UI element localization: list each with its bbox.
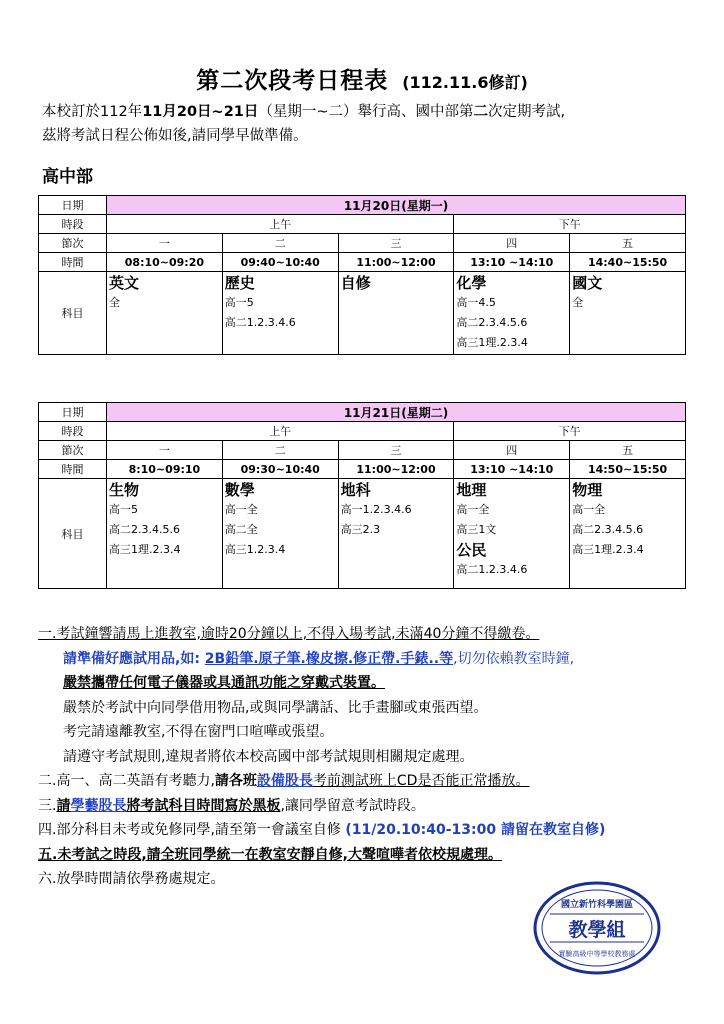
subject-classes: 全 [109,296,120,309]
slot-cell: 一 [107,234,223,253]
subject-cell [570,272,686,355]
subject-name: 數學 [224,481,255,499]
subject-name: 地理 [456,481,487,499]
note-text: 三. [38,797,57,814]
subject-name: 公民 [456,541,487,559]
seal-center-text: 教學組 [568,919,626,941]
note-text: 請準備好應試用品,如: [63,650,205,667]
slot-row [39,441,686,460]
note-text: 請 [56,797,71,814]
subject-row [39,272,686,355]
subject-cell [222,272,338,355]
note-text: 將考試科目時間寫於黑板 [126,797,281,814]
note-4 [38,818,605,843]
time-cell: 14:40~15:50 [570,253,686,272]
note-3 [38,794,605,819]
notes [38,622,605,892]
slot-row [39,234,686,253]
subject-classes: 高三1.2.3.4 [224,543,286,556]
subject-label: 科目 [39,479,107,589]
subject-classes: 高二1.2.3.4.6 [456,563,528,576]
intro-line-2: 茲將考試日程公佈如後,請同學早做準備。 [42,128,308,144]
time-cell: 09:40~10:40 [222,253,338,272]
subject-cell [338,272,454,355]
time-cell: 11:00~12:00 [338,460,454,479]
note-text: 學藝股長 [70,797,127,814]
subject-label: 科目 [39,272,107,355]
time-cell: 8:10~09:10 [107,460,223,479]
note-1f: 請遵守考試規則,違規者將依本校高國中部考試規則相關規定處理。 [63,748,474,765]
note-text: 二.高一、高二英語有考聽力, [38,773,215,789]
period-row [39,422,686,441]
subject-classes: 高一4.5 [456,296,496,309]
note-text: 四.部分科目未考或免修同學,請至第一會議室自修 [38,822,346,838]
time-cell: 14:50~15:50 [570,460,686,479]
revision-date: (112.11.6修訂) [402,73,528,92]
subject-classes: 全 [572,296,584,309]
subject-cell [222,479,338,589]
note-text: ,讓同學留意考試時段。 [280,797,425,814]
slot-cell: 五 [570,234,686,253]
date-row [39,403,686,422]
intro-text: 本校訂於112年 [42,104,143,120]
afternoon-cell: 下午 [454,422,686,441]
time-cell: 11:00~12:00 [338,253,454,272]
subject-classes: 高一1.2.3.4.6 [340,503,412,516]
date-cell: 11月21日(星期二) [107,403,686,422]
office-seal [532,880,662,976]
subject-classes: 高三1理.2.3.4 [109,543,181,556]
note-text: 請各班 [214,773,257,789]
subject-name: 生物 [109,481,140,499]
note-6: 六.放學時間請依學務處規定。 [38,871,225,887]
note-text: 考前測試班上CD是否能正常播放。 [312,773,530,789]
period-label: 時段 [39,215,107,234]
subject-name: 物理 [572,481,603,499]
date-label: 日期 [39,196,107,215]
note-text: (11/20.10:40-13:00 請留在教室自修) [345,822,606,838]
schedule-table-day2 [38,402,686,589]
subject-classes: 高二2.3.4.5.6 [109,523,180,536]
subject-cell [338,479,454,589]
subject-name: 化學 [456,274,487,292]
slot-cell: 三 [338,234,454,253]
note-1d: 嚴禁於考試中向同學借用物品,或與同學講話、比手畫腳或東張西望。 [63,699,488,716]
subject-name: 地科 [340,481,371,499]
slot-cell: 二 [222,234,338,253]
intro [42,100,565,148]
note-1c: 嚴禁攜帶任何電子儀器或具通訊功能之穿戴式裝置。 [63,675,385,691]
time-label: 時間 [39,460,107,479]
date-row [39,196,686,215]
subject-classes: 高三1理.2.3.4 [456,336,528,349]
subject-name: 英文 [109,274,140,292]
subject-name: 國文 [572,274,603,292]
subject-classes: 高一全 [224,503,258,516]
subject-classes: 高二2.3.4.5.6 [572,523,644,536]
slot-cell: 四 [454,234,570,253]
intro-date: 11月20日~21日 [142,104,259,120]
subject-classes: 高二2.3.4.5.6 [456,316,528,329]
subject-classes: 高三2.3 [340,523,381,536]
subject-name: 歷史 [224,274,255,292]
intro-ordinal: 二 [473,104,489,120]
time-cell: 13:10 ~14:10 [454,460,570,479]
time-row [39,460,686,479]
note-text: 設備股長 [256,773,313,789]
slot-label: 節次 [39,441,107,460]
subject-classes: 高二1.2.3.4.6 [224,316,296,329]
title-row [0,62,724,95]
note-text: 2B鉛筆.原子筆.橡皮擦.修正帶.手錶..等 [204,650,454,667]
afternoon-cell: 下午 [454,215,686,234]
note-1: 一.考試鐘響請馬上進教室,逾時20分鐘以上,不得入場考試,未滿40分鐘不得繳卷。 [38,626,540,642]
subject-classes: 高三1文 [456,523,497,536]
schedule-table-day1 [38,195,686,355]
page-title: 第二次段考日程表 [196,68,389,94]
date-label: 日期 [39,403,107,422]
seal-top-text: 國立新竹科學園區 [560,900,634,910]
intro-text: （星期一~二）舉行高、國中部第 [258,104,474,120]
section-heading: 高中部 [42,167,93,187]
slot-cell: 一 [107,441,223,460]
intro-text: 次定期考試, [488,104,566,120]
time-cell: 08:10~09:20 [107,253,223,272]
slot-cell: 四 [454,441,570,460]
time-cell: 09:30~10:40 [222,460,338,479]
subject-cell [107,272,223,355]
note-1e: 考完請遠離教室,不得在窗門口喧嘩或張望。 [63,724,334,740]
morning-cell: 上午 [107,422,454,441]
subject-classes: 高一全 [456,503,490,516]
subject-name: 自修 [340,274,371,292]
slot-cell: 二 [222,441,338,460]
subject-cell [570,479,686,589]
morning-cell: 上午 [107,215,454,234]
note-1b [38,647,605,672]
slot-cell: 三 [338,441,454,460]
subject-row [39,479,686,589]
seal-bottom-text: 實驗高級中等學校教務處 [558,950,636,958]
subject-classes: 高二全 [224,523,258,536]
time-label: 時間 [39,253,107,272]
date-cell: 11月20日(星期一) [107,196,686,215]
subject-cell [454,272,570,355]
note-text: ,切勿依賴教室時鐘, [453,650,575,667]
intro-line-1 [42,100,565,124]
period-row [39,215,686,234]
subject-cell [107,479,223,589]
note-2 [38,769,605,794]
subject-classes: 高一全 [572,503,606,516]
period-label: 時段 [39,422,107,441]
slot-label: 節次 [39,234,107,253]
subject-classes: 高一5 [224,296,254,309]
slot-cell: 五 [570,441,686,460]
note-5: 五.未考試之時段,請全班同學統一在教室安靜自修,大聲喧嘩者依校規處理。 [38,846,502,863]
time-row [39,253,686,272]
time-cell: 13:10 ~14:10 [454,253,570,272]
subject-classes: 高三1理.2.3.4 [572,543,644,556]
subject-cell [454,479,570,589]
subject-classes: 高一5 [109,503,138,516]
